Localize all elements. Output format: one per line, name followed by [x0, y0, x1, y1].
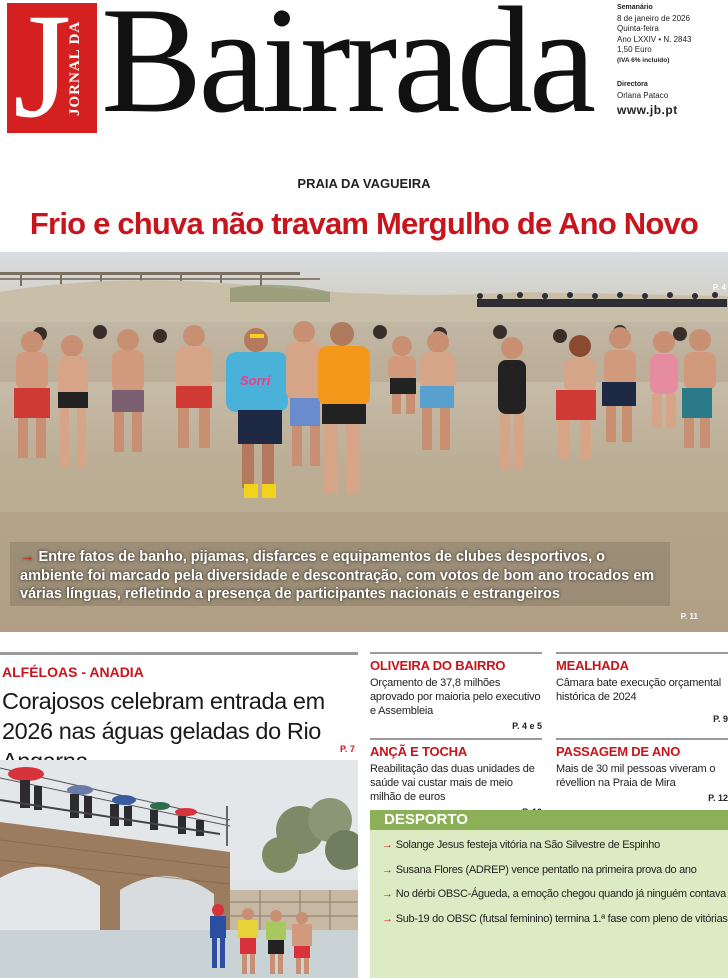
masthead	[0, 0, 728, 150]
brief-kicker: ANÇÃ E TOCHA	[370, 744, 468, 759]
logo-vertical-text: JORNAL DA	[67, 20, 83, 116]
logo-letter: J	[13, 0, 72, 149]
caption-arrow-icon: →	[20, 549, 35, 565]
sport-item[interactable]	[382, 887, 728, 901]
brief-text: Mais de 30 mil pessoas viveram o révellion na Praia de Mira	[556, 763, 716, 789]
brief-page-ref: P. 4 e 5	[512, 721, 542, 731]
brief-page-ref: P. 9	[713, 714, 728, 724]
sport-item[interactable]	[382, 912, 728, 926]
brief-kicker: MEALHADA	[556, 658, 629, 673]
sport-title[interactable]: DESPORTO	[370, 810, 728, 830]
sport-item[interactable]	[382, 863, 728, 877]
issue-date: 8 de janeiro de 2026	[617, 13, 690, 23]
issue-weekday: Quinta-feira	[617, 24, 659, 33]
brief-passagem-de-ano[interactable]	[556, 738, 728, 803]
issue-info	[617, 3, 727, 116]
photo-caption	[12, 548, 672, 604]
brief-text: Orçamento de 37,8 milhões aprovado por maioria pelo executivo e Assembleia	[370, 677, 541, 717]
sport-section	[370, 810, 728, 978]
brief-kicker: OLIVEIRA DO BAIRRO	[370, 658, 506, 673]
arrow-right-icon: →	[382, 912, 393, 925]
river-bridge-illustration	[0, 760, 358, 978]
issue-number: Ano LXXIV • N. 2843	[617, 34, 692, 44]
sport-item-text: Sub-19 do OBSC (futsal feminino) termina 1.ª fase com pleno de vitórias	[395, 912, 728, 925]
director-label: Directora	[617, 81, 648, 88]
main-kicker: PRAIA DA VAGUEIRA	[297, 176, 431, 191]
river-photo[interactable]	[0, 760, 358, 978]
logo-badge[interactable]	[7, 0, 97, 149]
main-headline[interactable]: Frio e chuva não travam Mergulho de Ano Novo	[29, 206, 699, 241]
photo-top-page-ref: P. 4	[712, 283, 726, 292]
sport-list	[370, 830, 728, 926]
left-page-ref: P. 7	[340, 744, 355, 754]
shirt-text: Sorri	[240, 373, 271, 388]
sport-item-text: Susana Flores (ADREP) vence pentatlo na primeira prova do ano	[395, 863, 697, 876]
arrow-right-icon: →	[382, 839, 393, 851]
left-headline[interactable]: Corajosos celebram entrada em 2026 nas águas geladas do Rio	[2, 688, 325, 744]
newspaper-name[interactable]: Bairrada	[101, 0, 593, 144]
photo-page-ref: P. 11	[680, 612, 698, 621]
issue-frequency: Semanário	[617, 4, 653, 11]
caption-text: Entre fatos de banho, pijamas, disfarces e equipamentos de clubes desportivos, o ambiente foi marcado pela diversidade e descontração, com votos de bom ano trocados em várias línguas, refletindo a presença de participantes nacionais e estrangeiros	[20, 549, 655, 602]
sport-item-text: No dérbi OBSC-Águeda, a emoção chegou quando já ninguém contava	[395, 888, 726, 900]
brief-text: Reabilitação das duas unidades de saúde vai custar mais de meio milhão de euros	[370, 763, 535, 803]
arrow-right-icon: →	[382, 888, 393, 900]
sport-item[interactable]	[382, 838, 728, 852]
brief-oliveira-do-bairro[interactable]	[370, 652, 542, 731]
left-divider	[0, 652, 358, 655]
arrow-right-icon: →	[382, 863, 393, 876]
brief-text: Câmara bate execução orçamental histórica de 2024	[556, 677, 722, 703]
sport-item-text: Solange Jesus festeja vitória na São Silvestre de Espinho	[395, 839, 660, 851]
brief-kicker: PASSAGEM DE ANO	[556, 744, 681, 759]
brief-mealhada[interactable]	[556, 652, 728, 724]
director-name: Orlana Pataco	[617, 90, 669, 100]
left-kicker: ALFÉLOAS - ANADIA	[2, 664, 144, 680]
issue-price: 1,50 Euro	[617, 45, 652, 54]
issue-vat: (IVA 6% incluído)	[617, 56, 670, 64]
website-link[interactable]: www.jb.pt	[617, 103, 678, 117]
brief-page-ref: P. 12	[708, 793, 728, 803]
main-photo[interactable]	[0, 252, 728, 632]
brief-anca-e-tocha[interactable]	[370, 738, 542, 817]
